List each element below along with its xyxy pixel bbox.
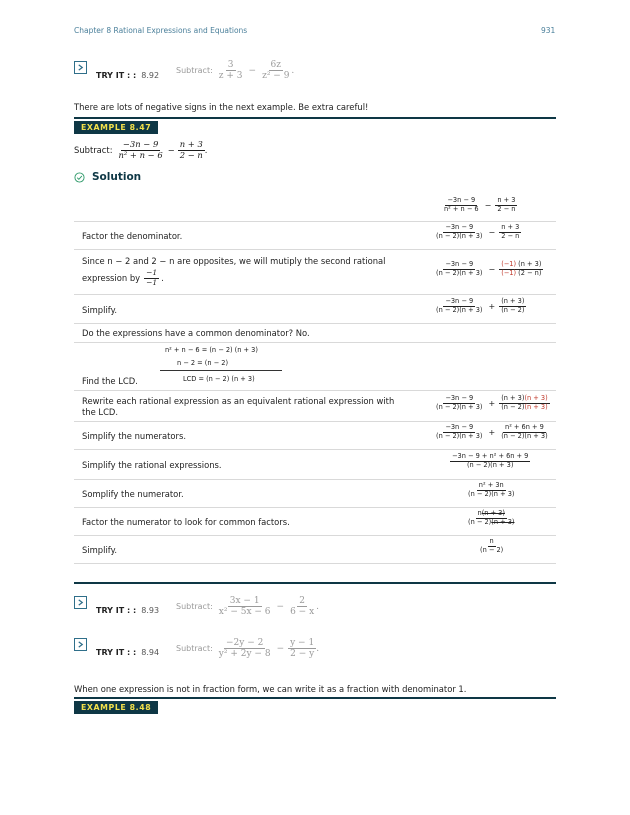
example-problem: Subtract: $\frac{-3n - 9}{\text{n² + n − 6}}$ − $\frac{n + 3}{2 - n}$ . <box>74 139 208 160</box>
row-divider <box>74 449 556 450</box>
example-banner-8-47: EXAMPLE 8.47 <box>74 121 158 134</box>
row-divider <box>74 249 556 250</box>
example-banner-8-48: EXAMPLE 8.48 <box>74 701 158 714</box>
lcd-line-2: n − 2 = (n − 2) <box>177 359 229 367</box>
row-divider <box>74 507 556 508</box>
try-it-problem-8-94: Subtract: $\frac{-2y - 2}{\text{y² + 2y − 8}}$ − $\frac{y - 1}{2 - y}$ . <box>176 638 320 660</box>
check-circle-icon <box>74 172 85 183</box>
chapter-header: Chapter 8 Rational Expressions and Equations <box>74 26 248 35</box>
step-text: Simplify. <box>82 545 117 555</box>
outro-text: When one expression is not in fraction form, we can write it as a fraction with denominator 1. <box>74 684 467 694</box>
page-number: 931 <box>541 26 556 35</box>
lcd-rule <box>160 370 282 371</box>
step-text: Since n − 2 and 2 − n are opposites, we will mutiply the second rational <box>82 256 386 266</box>
chevron-right-icon <box>77 641 84 648</box>
try-it-problem-8-92: Subtract: $\frac{3}{z + 3}$ − $\frac{6z}{\text{z² − 9}}$ . <box>176 60 295 82</box>
step-text: Rewrite each rational expression as an equivalent rational expression with <box>82 396 395 406</box>
step-text: Simplify the numerators. <box>82 431 186 441</box>
step-2-expression: $\frac{-3n - 9}{(n - 2)(n + 3)}$ − $\frac{(-1) (n + 3)}{(-1) (2 - n)}$ <box>436 260 542 277</box>
divider <box>74 582 556 584</box>
try-it-heading: TRY IT : : 8.93 <box>96 606 160 615</box>
try-it-toggle-8-92[interactable] <box>74 61 87 74</box>
step-text: Simplify the rational expressions. <box>82 460 222 470</box>
lcd-line-1: n² + n − 6 = (n − 2) (n + 3) <box>165 346 258 354</box>
divider <box>74 697 556 699</box>
step-11-expression: $\frac{n}{(n - 2)}$ <box>480 537 504 554</box>
row-divider <box>74 342 556 343</box>
try-it-heading: TRY IT : : 8.92 <box>96 71 160 80</box>
try-it-toggle-8-94[interactable] <box>74 638 87 651</box>
chevron-right-icon <box>77 599 84 606</box>
step-8-expression: $\frac{\text{−3n − 9 + n² + 6n + 9}}{(n - 2)(n + 3)}$ <box>452 452 529 469</box>
step-text: Simplify. <box>82 305 117 315</box>
row-divider <box>74 221 556 222</box>
row-divider <box>74 323 556 324</box>
row-divider <box>74 421 556 422</box>
try-it-toggle-8-93[interactable] <box>74 596 87 609</box>
step-text: expression by $\frac{-1}{-1}$ . <box>82 268 164 287</box>
step-10-expression: $\frac{n(n + 3)}{(n - 2)(n + 3)}$ <box>468 509 515 526</box>
step-text: Factor the denominator. <box>82 231 183 241</box>
step-6-expression: $\frac{-3n - 9}{(n - 2)(n + 3)}$ + $\frac{(n + 3)(n + 3)}{(n - 2)(n + 3)}$ <box>436 394 548 411</box>
step-3-expression: $\frac{-3n - 9}{(n - 2)(n + 3)}$ + $\frac{(n + 3)}{(n - 2)}$ <box>436 297 525 314</box>
divider <box>74 117 556 119</box>
step-text: Somplify the numerator. <box>82 489 184 499</box>
lcd-result: LCD = (n − 2) (n + 3) <box>183 375 255 383</box>
row-divider <box>74 535 556 536</box>
try-it-heading: TRY IT : : 8.94 <box>96 648 160 657</box>
step-text: Do the expressions have a common denominator? No. <box>82 328 310 338</box>
chevron-right-icon <box>77 64 84 71</box>
solution-heading: Solution <box>74 171 141 183</box>
step-9-expression: $\frac{\text{n² + 3n}}{(n - 2)(n + 3)}$ <box>468 481 515 498</box>
row-divider <box>74 294 556 295</box>
row-divider <box>74 563 556 564</box>
step-1-expression: $\frac{-3n - 9}{(n - 2)(n + 3)}$ − $\frac{n + 3}{2 - n}$ <box>436 223 520 240</box>
row-divider <box>74 390 556 391</box>
try-it-problem-8-93: Subtract: $\frac{3x - 1}{\text{x² − 5x − 6}}$ − $\frac{2}{6 - x}$ . <box>176 596 320 618</box>
step-0-expression: $\frac{-3n - 9}{\text{n² + n − 6}}$ − $\frac{n + 3}{2 - n}$ <box>444 196 516 213</box>
step-text: Factor the numerator to look for common factors. <box>82 517 290 527</box>
row-divider <box>74 479 556 480</box>
step-7-expression: $\frac{-3n - 9}{(n - 2)(n + 3)}$ + $\frac{\text{n² + 6n + 9}}{(n - 2)(n + 3)}$ <box>436 423 548 440</box>
intro-text: There are lots of negative signs in the next example. Be extra careful! <box>74 102 369 112</box>
step-text: the LCD. <box>82 407 119 417</box>
step-text: Find the LCD. <box>82 376 138 386</box>
